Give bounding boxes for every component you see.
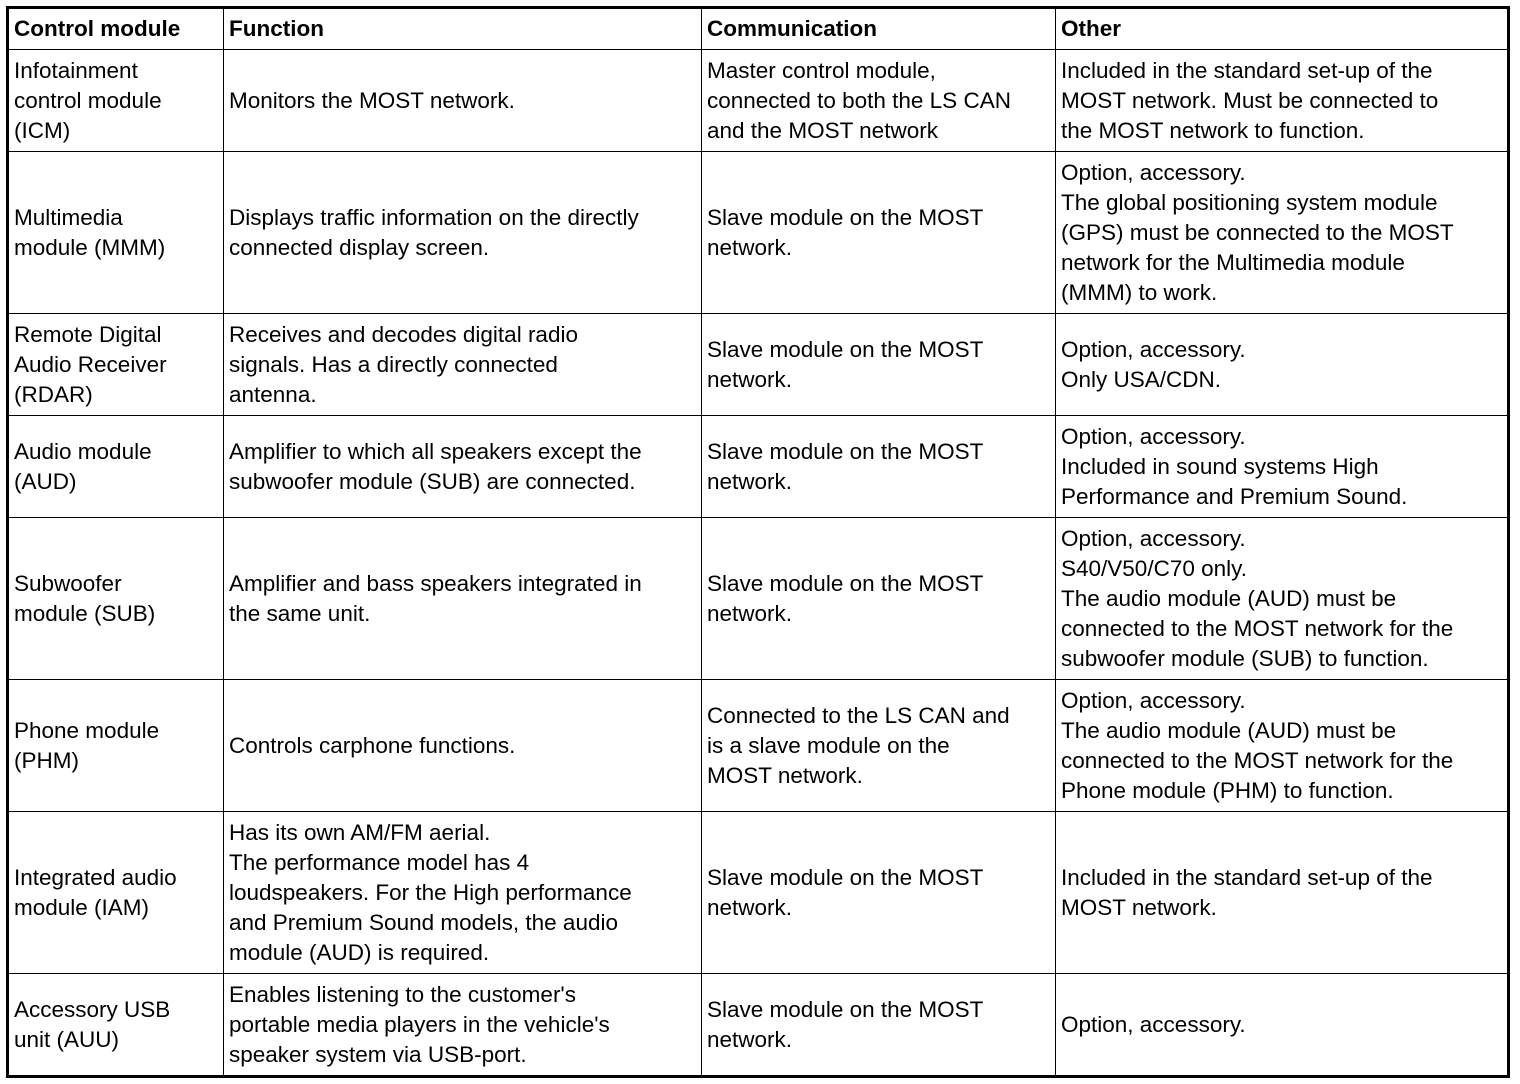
cell-line: (GPS) must be connected to the MOST — [1061, 219, 1454, 245]
cell-module — [8, 416, 224, 518]
cell-line: Infotainment — [14, 57, 138, 83]
cell-line: (RDAR) — [14, 381, 93, 407]
cell-other — [1056, 680, 1509, 812]
cell-other — [1056, 314, 1509, 416]
cell-line: module (SUB) — [14, 600, 156, 626]
cell-line: The audio module (AUD) must be — [1061, 585, 1397, 611]
cell-line: Only USA/CDN. — [1061, 366, 1222, 392]
cell-communication — [702, 812, 1056, 974]
cell-line: MOST network. — [707, 762, 863, 788]
table-row — [8, 518, 1509, 680]
header-function: Function — [224, 8, 702, 50]
cell-line: antenna. — [229, 381, 317, 407]
cell-line: Enables listening to the customer's — [229, 981, 576, 1007]
table-row — [8, 314, 1509, 416]
cell-line: is a slave module on the — [707, 732, 950, 758]
cell-other — [1056, 50, 1509, 152]
cell-communication — [702, 680, 1056, 812]
cell-line: subwoofer module (SUB) to function. — [1061, 645, 1429, 671]
cell-line: Displays traffic information on the directly — [229, 204, 639, 230]
cell-module — [8, 50, 224, 152]
cell-line: and the MOST network — [707, 117, 938, 143]
cell-line: Included in the standard set-up of the — [1061, 57, 1433, 83]
cell-line: unit (AUU) — [14, 1026, 120, 1052]
cell-communication — [702, 974, 1056, 1077]
cell-other — [1056, 518, 1509, 680]
cell-line: Slave module on the MOST — [707, 570, 984, 596]
cell-communication — [702, 50, 1056, 152]
cell-line: (ICM) — [14, 117, 71, 143]
cell-line: Remote Digital — [14, 321, 162, 347]
cell-line: S40/V50/C70 only. — [1061, 555, 1247, 581]
cell-line: Amplifier to which all speakers except the — [229, 438, 642, 464]
table-row — [8, 680, 1509, 812]
cell-function — [224, 152, 702, 314]
cell-line: The audio module (AUD) must be — [1061, 717, 1397, 743]
cell-function — [224, 50, 702, 152]
cell-line: Option, accessory. — [1061, 1011, 1246, 1037]
cell-line: the same unit. — [229, 600, 371, 626]
cell-line: Audio module — [14, 438, 152, 464]
cell-line: Slave module on the MOST — [707, 996, 984, 1022]
table-row — [8, 416, 1509, 518]
cell-line: Option, accessory. — [1061, 687, 1246, 713]
cell-line: Option, accessory. — [1061, 159, 1246, 185]
cell-module — [8, 680, 224, 812]
cell-line: Performance and Premium Sound. — [1061, 483, 1408, 509]
cell-module — [8, 518, 224, 680]
cell-line: Has its own AM/FM aerial. — [229, 819, 491, 845]
cell-line: control module — [14, 87, 162, 113]
table-row — [8, 152, 1509, 314]
cell-line: Audio Receiver — [14, 351, 167, 377]
cell-other — [1056, 812, 1509, 974]
cell-module — [8, 974, 224, 1077]
cell-module — [8, 152, 224, 314]
table-header-row — [8, 8, 1509, 50]
cell-communication — [702, 416, 1056, 518]
cell-line: network. — [707, 366, 793, 392]
cell-line: network. — [707, 600, 793, 626]
cell-function — [224, 680, 702, 812]
cell-line: MOST network. — [1061, 894, 1217, 920]
cell-line: Option, accessory. — [1061, 525, 1246, 551]
cell-line: MOST network. Must be connected to — [1061, 87, 1439, 113]
cell-line: Slave module on the MOST — [707, 438, 984, 464]
cell-communication — [702, 314, 1056, 416]
cell-function — [224, 314, 702, 416]
cell-line: module (AUD) is required. — [229, 939, 490, 965]
cell-line: signals. Has a directly connected — [229, 351, 558, 377]
cell-line: speaker system via USB-port. — [229, 1041, 527, 1067]
cell-line: Included in sound systems High — [1061, 453, 1379, 479]
cell-line: network for the Multimedia module — [1061, 249, 1405, 275]
cell-line: The global positioning system module — [1061, 189, 1438, 215]
cell-line: Integrated audio — [14, 864, 177, 890]
cell-line: Subwoofer — [14, 570, 122, 596]
cell-other — [1056, 416, 1509, 518]
cell-line: network. — [707, 894, 793, 920]
cell-line: module (MMM) — [14, 234, 166, 260]
cell-line: connected to the MOST network for the — [1061, 615, 1454, 641]
cell-line: Option, accessory. — [1061, 336, 1246, 362]
cell-line: network. — [707, 468, 793, 494]
cell-line: network. — [707, 1026, 793, 1052]
cell-line: Monitors the MOST network. — [229, 87, 515, 113]
cell-line: Slave module on the MOST — [707, 864, 984, 890]
cell-line: and Premium Sound models, the audio — [229, 909, 618, 935]
cell-line: Master control module, — [707, 57, 936, 83]
cell-line: Option, accessory. — [1061, 423, 1246, 449]
cell-line: Connected to the LS CAN and — [707, 702, 1010, 728]
cell-line: Amplifier and bass speakers integrated in — [229, 570, 642, 596]
cell-line: Slave module on the MOST — [707, 336, 984, 362]
cell-line: network. — [707, 234, 793, 260]
cell-line: Phone module — [14, 717, 160, 743]
cell-line: connected to both the LS CAN — [707, 87, 1011, 113]
cell-line: Controls carphone functions. — [229, 732, 516, 758]
cell-other — [1056, 974, 1509, 1077]
cell-module — [8, 314, 224, 416]
cell-line: Slave module on the MOST — [707, 204, 984, 230]
cell-function — [224, 518, 702, 680]
cell-function — [224, 974, 702, 1077]
cell-line: The performance model has 4 — [229, 849, 530, 875]
cell-line: portable media players in the vehicle's — [229, 1011, 610, 1037]
cell-line: Accessory USB — [14, 996, 171, 1022]
cell-line: Multimedia — [14, 204, 123, 230]
table-row — [8, 812, 1509, 974]
header-communication: Communication — [702, 8, 1056, 50]
cell-module — [8, 812, 224, 974]
cell-communication — [702, 518, 1056, 680]
cell-line: (PHM) — [14, 747, 79, 773]
cell-line: connected to the MOST network for the — [1061, 747, 1454, 773]
table-row — [8, 50, 1509, 152]
cell-line: module (IAM) — [14, 894, 150, 920]
table-row — [8, 974, 1509, 1077]
cell-line: connected display screen. — [229, 234, 490, 260]
cell-line: loudspeakers. For the High performance — [229, 879, 632, 905]
cell-function — [224, 812, 702, 974]
cell-line: subwoofer module (SUB) are connected. — [229, 468, 636, 494]
control-module-table — [6, 6, 1510, 1078]
cell-line: (AUD) — [14, 468, 77, 494]
cell-line: Included in the standard set-up of the — [1061, 864, 1433, 890]
header-other: Other — [1056, 8, 1509, 50]
cell-line: (MMM) to work. — [1061, 279, 1218, 305]
cell-function — [224, 416, 702, 518]
cell-line: Phone module (PHM) to function. — [1061, 777, 1394, 803]
cell-line: the MOST network to function. — [1061, 117, 1365, 143]
header-control-module: Control module — [8, 8, 224, 50]
cell-line: Receives and decodes digital radio — [229, 321, 578, 347]
cell-communication — [702, 152, 1056, 314]
cell-other — [1056, 152, 1509, 314]
